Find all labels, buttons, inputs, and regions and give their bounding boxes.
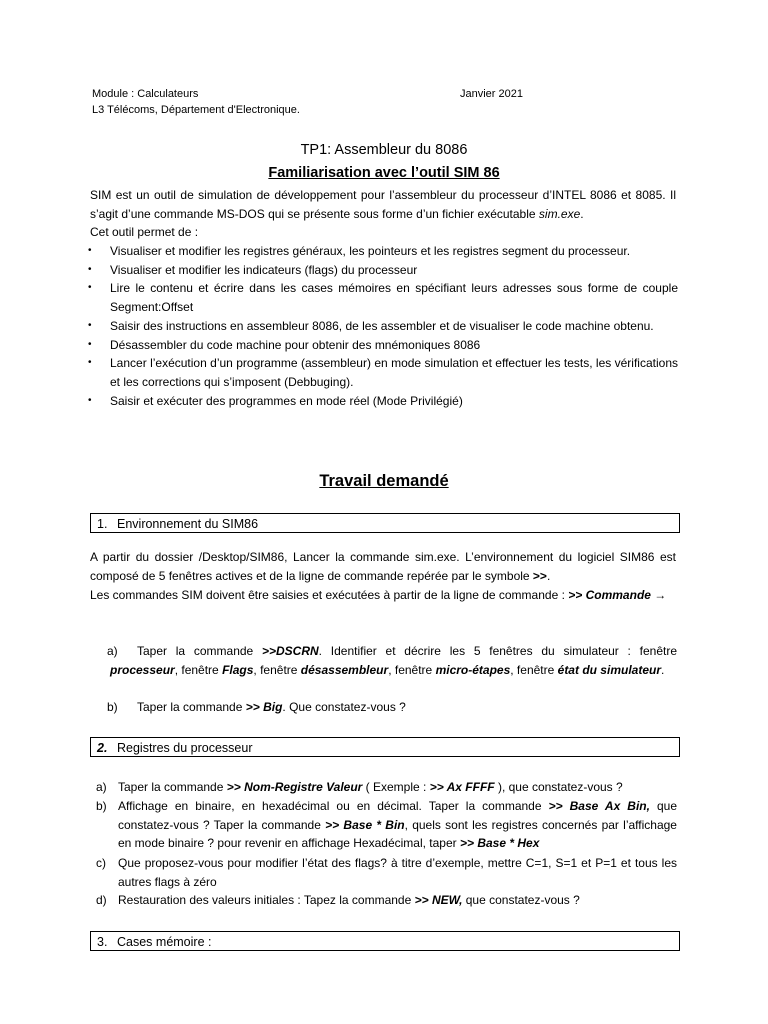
bullet-icon: • — [88, 245, 92, 256]
section-heading-travail: Travail demandé — [319, 472, 449, 490]
intro-lead: Cet outil permet de : — [90, 225, 199, 239]
document-subtitle: Familiarisation avec l’outil SIM 86 — [268, 165, 500, 181]
section-2-item-d: d) Restauration des valeurs initiales : Tapez la commande >> NEW, que constatez-vous ? — [96, 893, 580, 907]
feature-list-item: • Désassembler du code machine pour obtenir des mnémoniques 8086 — [88, 336, 678, 355]
bullet-icon: • — [88, 338, 92, 350]
section-2-number: 2. — [97, 741, 108, 755]
section-1-paragraph-2: Les commandes SIM doivent être saisies et exécutées à partir de la ligne de commande : >> Commande → — [90, 588, 667, 602]
header-module: Module : Calculateurs — [92, 88, 199, 100]
exe-name: sim.exe — [538, 206, 581, 221]
feature-list-item: • Visualiser et modifier les indicateurs (flags) du processeur — [88, 261, 678, 280]
section-3-box — [90, 931, 680, 951]
bullet-icon: • — [88, 263, 92, 275]
document-title: TP1: Assembleur du 8086 — [300, 142, 468, 158]
bullet-icon: • — [88, 357, 92, 369]
section-1-item-b: b) Taper la commande >> Big. Que constatez-vous ? — [107, 700, 406, 714]
section-3-title: Cases mémoire : — [117, 935, 212, 949]
intro-paragraph: SIM est un outil de simulation de développement pour l’assembleur du processeur d’INTEL 8086 et 8085. Il s’agit d’une commande MS-DOS qui se présente sous forme d’un fichier exécutable sim.exe. — [90, 188, 676, 221]
feature-list-item: • Lire le contenu et écrire dans les cases mémoires en spécifiant leurs adresses sous forme de couple Segment:Offset — [88, 281, 678, 315]
feature-list-item: • Lancer l’exécution d’un programme (assembleur) en mode simulation et effectuer les tests, les vérifications et les corrections qui s’imposent (Debbuging). — [88, 356, 678, 389]
section-1-title: Environnement du SIM86 — [117, 517, 259, 531]
feature-list-item: • Visualiser et modifier les registres généraux, les pointeurs et les registres segment du processeur. — [88, 242, 678, 261]
section-2-item-c: c) Que proposez-vous pour modifier l’état des flags? à titre d’exemple, mettre C=1, S=1 et P=1 et tous les autres flags à zéro — [96, 856, 677, 889]
section-1-paragraph: A partir du dossier /Desktop/SIM86, Lancer la commande sim.exe. L’environnement du logiciel SIM86 est composé de 5 fenêtres actives et de la ligne de commande repérée par le symbole >>. — [90, 550, 676, 583]
section-2-box — [90, 737, 680, 757]
bullet-icon: • — [88, 282, 92, 294]
section-1-number: 1. — [97, 517, 108, 531]
document-page: Module : Calculateurs Janvier 2021 L3 Télécoms, Département d'Electronique. TP1: Assembleur du 8086 Familiarisation avec l’outil SIM 86 SIM est un outil de simulation de développement pour l’assembleur du processeur d’INTEL 8086 et 8085. Il s’agit d’une commande MS-DOS qui se présente sous forme d’un fichier exécutable sim.exe. Cet outil permet de : • Visualiser et modifier les registres généraux, les pointeurs et les registres segment du processeur. • Visualiser et modifier les indicateurs (flags) du processeur • Lire le contenu et écrire dans les cases mémoires en spécifiant leurs adresses sous forme de couple Segment:Offset • Saisir des instructions en assembleur 8086, de les assembler et de visualiser le code machine obtenu. • Désassembler du code machine pour obtenir des mnémoniques 8086 • Lancer l’exécution d’un programme (assembleur) en mode simulation et effectuer les tests, les vérifications et les corrections qui s’imposent (Debbuging). • Saisir et exécuter des programmes en mode réel (Mode Privilégié) Travail demandé 1. Environnement du SIM86 A partir du dossier /Desktop/SIM86, Lancer la commande sim.exe. L’environnement du logiciel SIM86 est composé de 5 fenêtres actives et de la ligne de commande repérée par le symbole >>. Les commandes SIM doivent être saisies et exécutées à partir de la ligne de commande : >> Commande → a) Taper la commande >>DSCRN. Identifier et décrire les 5 fenêtres du simulateur : fenêtre processeur, fenêtre Flags, fenêtre désassembleur, fenêtre micro-étapes, fenêtre état du simulateur. b) Taper la commande >> Big. Que constatez-vous ? 2. Registres du processeur a) Taper la commande >> Nom-Registre Valeur ( Exemple : >> Ax FFFF ), que constatez-vous ? b) Affichage en binaire, en hexadécimal ou en décimal. Taper la commande >> Base Ax Bin, que constatez-vous ? Taper la commande >> Base * Bin, quels sont les registres concernés par l’affichage en mode binaire ? pour revenir en affichage Hexadécimal, taper >> Base * Hex c) Que proposez-vous pour modifier l’état des flags? à titre d’exemple, mettre C=1, S=1 et P=1 et tous les autres flags à zéro d) Restauration des valeurs initiales : Tapez la commande >> NEW, que constatez-vous ? 3. Cases mémoire : — [0, 0, 768, 1024]
header-department: L3 Télécoms, Département d'Electronique. — [92, 104, 300, 116]
header-date: Janvier 2021 — [460, 88, 523, 100]
section-3-number: 3. — [97, 935, 108, 949]
bullet-icon: • — [88, 319, 92, 331]
section-2-item-a: a) Taper la commande >> Nom-Registre Valeur ( Exemple : >> Ax FFFF ), que constatez-vous ? — [96, 780, 623, 794]
section-1-box — [90, 513, 680, 533]
feature-list-item: • Saisir des instructions en assembleur 8086, de les assembler et de visualiser le code machine obtenu. — [88, 317, 678, 336]
bullet-icon: • — [88, 394, 92, 406]
feature-list — [88, 242, 678, 410]
section-2-item-b: b) Affichage en binaire, en hexadécimal ou en décimal. Taper la commande >> Base Ax Bin, que constatez-vous ? Taper la commande >> Base * Bin, quels sont les registres concernés par l’affichage en mode binaire ? pour revenir en affichage Hexadécimal, taper >> Base * Hex — [96, 799, 678, 851]
feature-list-item: • Saisir et exécuter des programmes en mode réel (Mode Privilégié) — [88, 392, 678, 411]
section-2-title: Registres du processeur — [117, 741, 253, 755]
